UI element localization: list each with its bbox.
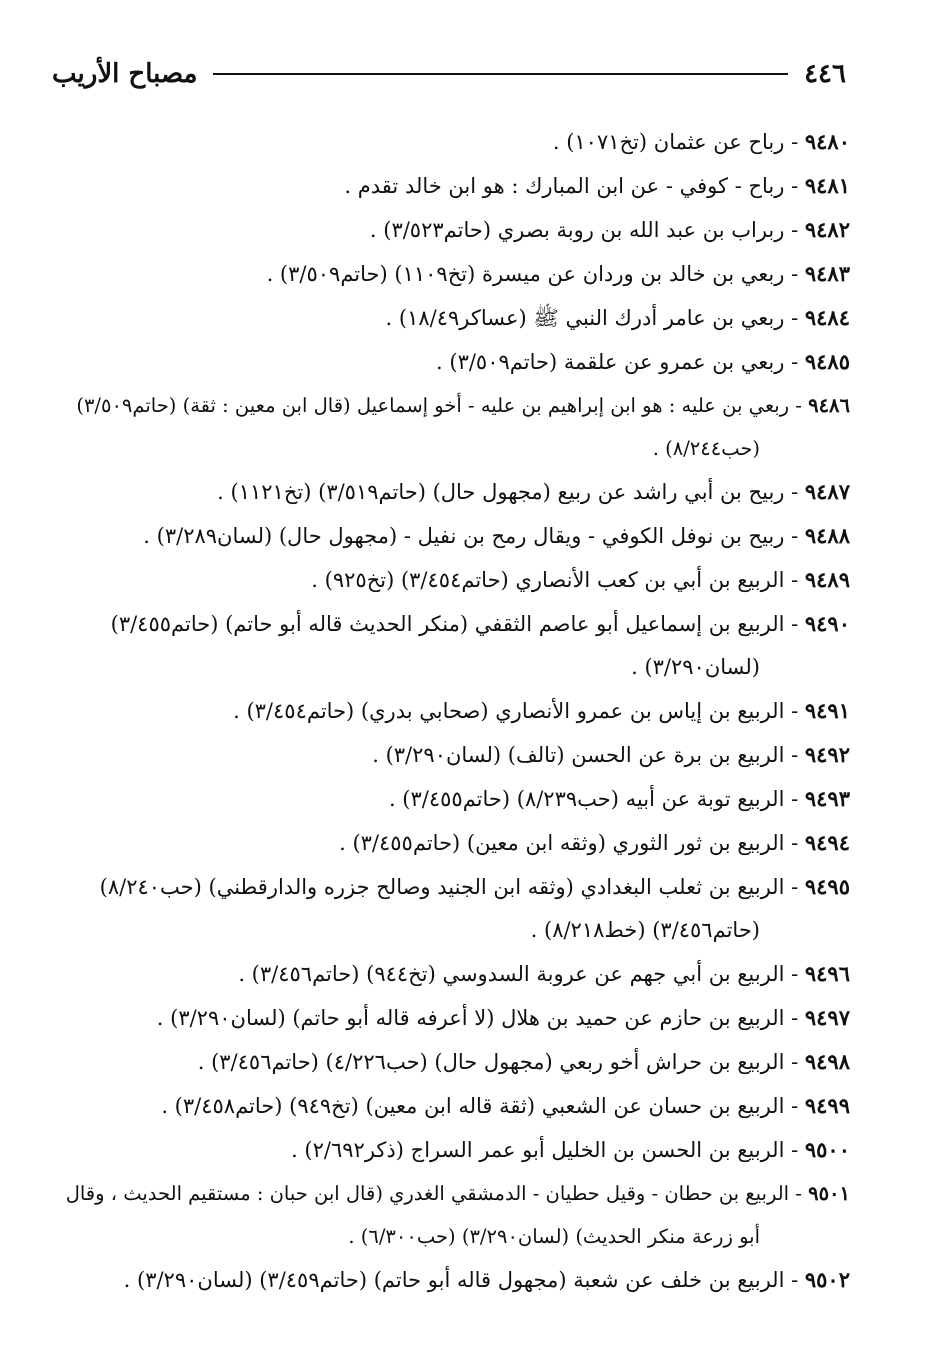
entry-9489 (60, 558, 850, 602)
entry-number: ٩٤٩٩ (804, 1093, 850, 1118)
entry-number: ٩٤٩٢ (804, 742, 850, 767)
entry-9491 (60, 689, 850, 733)
entry-9486 (60, 384, 850, 470)
entry-9484 (60, 296, 850, 340)
entry-number: ٩٤٨٧ (804, 479, 850, 504)
book-title: مصباح الأريب (52, 59, 198, 89)
entry-text: - ربعي بن خالد بن وردان عن ميسرة (تخ١١٠٩) (حاتم٣/٥٠٩) . (266, 262, 805, 286)
entry-9496 (60, 952, 850, 996)
entry-number: ٩٤٩٦ (804, 961, 850, 986)
entry-number: ٩٤٨٣ (804, 261, 850, 286)
entry-text: - الربيع بن أبي بن كعب الأنصاري (حاتم٣/٤٥٤) (تخ٩٢٥) . (311, 568, 805, 592)
entry-text: - الربيع بن أبي جهم عن عروبة السدوسي (تخ٩٤٤) (حاتم٣/٤٥٦) . (238, 962, 805, 986)
entry-number: ٩٤٨٨ (804, 523, 850, 548)
entry-text: - الربيع بن إياس بن عمرو الأنصاري (صحابي بدري) (حاتم٣/٤٥٤) . (233, 699, 805, 723)
entry-9490 (60, 602, 850, 689)
entry-continuation: (لسان٣/٢٩٠) . (631, 655, 760, 679)
entry-text: - رباح - كوفي - عن ابن المبارك : هو ابن خالد تقدم . (344, 174, 805, 198)
entry-9494 (60, 821, 850, 865)
entry-number: ٩٤٨٦ (808, 394, 850, 417)
entry-number: ٩٤٩٠ (804, 611, 850, 636)
entry-text: - الربيع بن إسماعيل أبو عاصم الثقفي (منكر الحديث قاله أبو حاتم) (حاتم٣/٤٥٥) (110, 612, 805, 636)
entry-9502 (60, 1258, 850, 1302)
entry-9481 (60, 164, 850, 208)
entry-number: ٩٤٩٧ (804, 1005, 850, 1030)
entry-number: ٩٤٨٢ (804, 217, 850, 242)
page-header (52, 52, 846, 96)
entry-number: ٩٥٠٠ (804, 1137, 850, 1162)
entry-9497 (60, 996, 850, 1040)
entry-number: ٩٤٨٤ (804, 305, 850, 330)
entry-text: - الربيع توبة عن أبيه (حب٨/٢٣٩) (حاتم٣/٤٥٥) . (388, 787, 805, 811)
entry-9495 (60, 865, 850, 952)
entry-continuation: (حب٨/٢٤٤) . (652, 437, 760, 460)
entry-number: ٩٥٠٢ (804, 1267, 850, 1292)
entry-text: - الربيع بن حازم عن حميد بن هلال (لا أعرفه قاله أبو حاتم) (لسان٣/٢٩٠) . (156, 1006, 805, 1030)
entry-text: - الربيع بن حطان - وقيل حطيان - الدمشقي الغدري (قال ابن حبان : مستقيم الحديث ، وقال (65, 1182, 809, 1205)
entry-9493 (60, 777, 850, 821)
entry-number: ٩٤٩١ (804, 698, 850, 723)
entry-text: - ربعي بن عامر أدرك النبي ﷺ (عساكر١٨/٤٩) . (385, 306, 805, 330)
entry-9482 (60, 208, 850, 252)
page-number: ٤٤٦ (804, 59, 846, 89)
entry-continuation: أبو زرعة منكر الحديث) (لسان٣/٢٩٠) (حب٦/٣٠٠) . (348, 1225, 760, 1248)
entry-text: - ربعي بن عليه : هو ابن إبراهيم بن عليه - أخو إسماعيل (قال ابن معين : ثقة) (حاتم٣/٥٠٩) (76, 394, 809, 417)
entry-number: ٩٤٨١ (804, 173, 850, 198)
entry-continuation: (حاتم٣/٤٥٦) (خط٨/٢١٨) . (530, 918, 760, 942)
entry-9492 (60, 733, 850, 777)
entry-number: ٩٤٩٨ (804, 1049, 850, 1074)
entry-text: - ربعي بن عمرو عن علقمة (حاتم٣/٥٠٩) . (436, 350, 805, 374)
header-rule (213, 73, 788, 75)
entry-number: ٩٥٠١ (808, 1182, 850, 1205)
entry-9480 (60, 120, 850, 164)
entry-9501 (60, 1172, 850, 1258)
entry-number: ٩٤٨٠ (804, 129, 850, 154)
entry-text: - الربيع بن ثور الثوري (وثقه ابن معين) (حاتم٣/٤٥٥) . (339, 831, 805, 855)
entry-9488 (60, 514, 850, 558)
entry-text: - الربيع بن حراش أخو ربعي (مجهول حال) (حب٤/٢٢٦) (حاتم٣/٤٥٦) . (197, 1050, 805, 1074)
entry-number: ٩٤٩٥ (804, 874, 850, 899)
entry-number: ٩٤٨٥ (804, 349, 850, 374)
entry-text: - رباح عن عثمان (تخ١٠٧١) . (552, 130, 805, 154)
entry-text: - ربيح بن نوفل الكوفي - ويقال رمح بن نفيل - (مجهول حال) (لسان٣/٢٨٩) . (143, 524, 805, 548)
entry-text: - الربيع بن برة عن الحسن (تالف) (لسان٣/٢٩٠) . (372, 743, 805, 767)
entry-number: ٩٤٩٣ (804, 786, 850, 811)
entry-text: - الربيع بن الحسن بن الخليل أبو عمر السراج (ذكر٢/٦٩٢) . (291, 1138, 805, 1162)
entry-text: - الربيع بن خلف عن شعبة (مجهول قاله أبو حاتم) (حاتم٣/٤٥٩) (لسان٣/٢٩٠) . (123, 1268, 805, 1292)
entry-text: - ربيح بن أبي راشد عن ربيع (مجهول حال) (حاتم٣/٥١٩) (تخ١١٢١) . (217, 480, 805, 504)
entry-9485 (60, 340, 850, 384)
entry-9499 (60, 1084, 850, 1128)
entry-text: - الربيع بن ثعلب البغدادي (وثقه ابن الجنيد وصالح جزره والدارقطني) (حب٨/٢٤٠) (99, 875, 805, 899)
entry-9500 (60, 1128, 850, 1172)
entry-text: - ربراب بن عبد الله بن روبة بصري (حاتم٣/٥٢٣) . (369, 218, 805, 242)
entry-9487 (60, 470, 850, 514)
entry-number: ٩٤٨٩ (804, 567, 850, 592)
entry-list (60, 120, 850, 1302)
entry-text: - الربيع بن حسان عن الشعبي (ثقة قاله ابن معين) (تخ٩٤٩) (حاتم٣/٤٥٨) . (161, 1094, 805, 1118)
entry-9483 (60, 252, 850, 296)
entry-9498 (60, 1040, 850, 1084)
entry-number: ٩٤٩٤ (804, 830, 850, 855)
